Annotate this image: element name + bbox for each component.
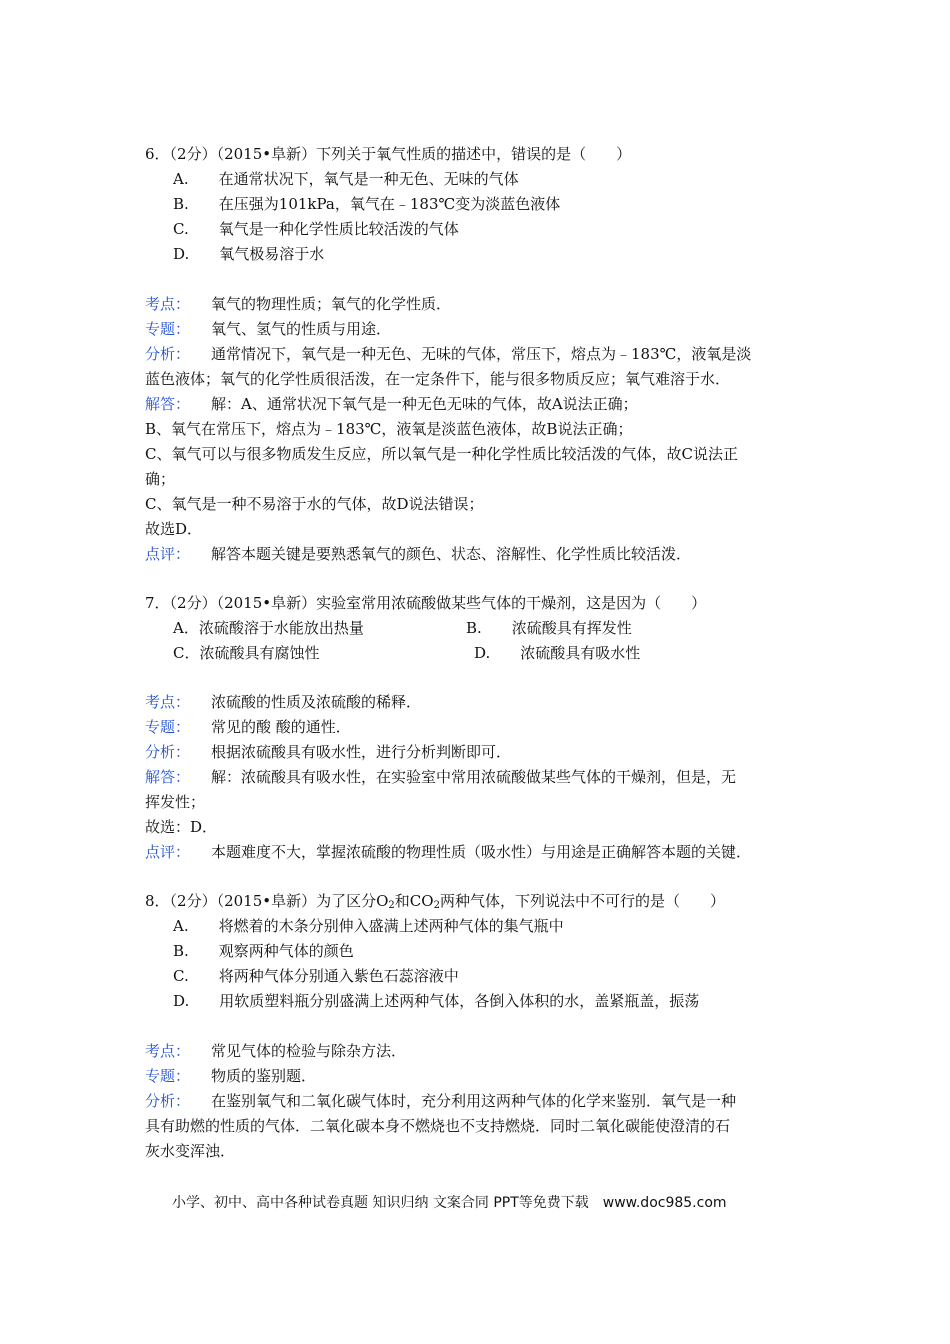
q6-jieda-line: C、氧气可以与很多物质发生反应，所以氧气是一种化学性质比较活泼的气体，故C说法正 — [145, 445, 738, 463]
kaodian-label: 考点： — [145, 693, 191, 711]
q6-option-b: B. 在压强为101kPa，氧气在﹣183℃变为淡蓝色液体 — [173, 195, 561, 213]
q7-option-b: B. 浓硫酸具有挥发性 — [466, 619, 632, 637]
q8-fenxi-line: 具有助燃的性质的气体．二氧化碳本身不燃烧也不支持燃烧．同时二氧化碳能使澄清的石 — [145, 1117, 731, 1135]
q8-fenxi-line: 灰水变浑浊． — [145, 1142, 236, 1160]
dianping-label: 点评： — [145, 843, 191, 861]
fenxi-label: 分析： — [145, 1092, 191, 1110]
kaodian-label: 考点： — [145, 295, 191, 313]
q8-option-d: D. 用软质塑料瓶分别盛满上述两种气体，各倒入体积的水，盖紧瓶盖，振荡 — [173, 992, 700, 1010]
fenxi-label: 分析： — [145, 743, 191, 761]
dianping-text: 本题难度不大，掌握浓硫酸的物理性质（吸水性）与用途是正确解答本题的关键． — [211, 843, 752, 861]
q8-stem-part: 和CO — [394, 892, 434, 910]
fenxi-text: 根据浓硫酸具有吸水性，进行分析判断即可． — [211, 743, 512, 761]
q6-jieda-line: C、氧气是一种不易溶于水的气体，故D说法错误； — [145, 495, 484, 513]
fenxi-text: 在鉴别氧气和二氧化碳气体时，充分利用这两种气体的化学来鉴别．氧气是一种 — [211, 1092, 737, 1110]
q6-fenxi-cont: 蓝色液体；氧气的化学性质很活泼，在一定条件下，能与很多物质反应；氧气难溶于水． — [145, 370, 731, 388]
q7-option-d: D. 浓硫酸具有吸水性 — [474, 644, 641, 662]
q6-zhuanti — [145, 319, 810, 341]
kaodian-label: 考点： — [145, 1042, 191, 1060]
dianping-label: 点评： — [145, 545, 191, 563]
q7-stem: 7．（2分）（2015•阜新）实验室常用浓硫酸做某些气体的干燥剂，这是因为（ ） — [145, 594, 707, 612]
zhuanti-text: 物质的鉴别题． — [211, 1067, 317, 1085]
q7-jieda — [145, 767, 810, 789]
q8-zhuanti — [145, 1066, 810, 1088]
q8-option-b: B. 观察两种气体的颜色 — [173, 942, 354, 960]
jieda-label: 解答： — [145, 395, 191, 413]
q6-option-d: D. 氧气极易溶于水 — [173, 245, 325, 263]
q6-jieda-line: B、氧气在常压下，熔点为﹣183℃，液氧是淡蓝色液体，故B说法正确； — [145, 420, 633, 438]
q8-option-a: A. 将燃着的木条分别伸入盛满上述两种气体的集气瓶中 — [173, 917, 564, 935]
q8-fenxi — [145, 1091, 810, 1113]
q8-stem-part: 两种气体，下列说法中不可行的是（ ） — [439, 892, 725, 910]
q8-kaodian — [145, 1041, 810, 1063]
q7-zhuanti — [145, 717, 810, 739]
page-footer: 小学、初中、高中各种试卷真题 知识归纳 文案合同 PPT等免费下载 www.doc985.com — [172, 1195, 727, 1211]
jieda-text: 解：浓硫酸具有吸水性，在实验室中常用浓硫酸做某些气体的干燥剂，但是，无 — [211, 768, 737, 786]
q6-jieda-line: 确； — [145, 470, 176, 488]
zhuanti-label: 专题： — [145, 320, 191, 338]
kaodian-text: 常见气体的检验与除杂方法． — [211, 1042, 407, 1060]
q6-jieda-line: 故选D． — [145, 520, 203, 538]
kaodian-text: 浓硫酸的性质及浓硫酸的稀释． — [211, 693, 422, 711]
q6-stem: 6．（2分）（2015•阜新）下列关于氧气性质的描述中，错误的是（ ） — [145, 145, 632, 163]
q6-jieda — [145, 394, 810, 416]
q7-jieda-line: 挥发性； — [145, 793, 206, 811]
q8-stem-part: 8．（2分）（2015•阜新）为了区分O — [145, 892, 389, 910]
q6-dianping — [145, 544, 810, 566]
q7-jieda-line: 故选：D． — [145, 818, 218, 836]
q6-fenxi — [145, 344, 810, 366]
q6-kaodian — [145, 294, 810, 316]
jieda-text: 解：A、通常状况下氧气是一种无色无味的气体，故A说法正确； — [211, 395, 638, 413]
fenxi-label: 分析： — [145, 345, 191, 363]
dianping-text: 解答本题关键是要熟悉氧气的颜色、状态、溶解性、化学性质比较活泼． — [211, 545, 692, 563]
zhuanti-text: 氧气、氢气的性质与用途． — [211, 320, 392, 338]
q7-dianping — [145, 842, 810, 864]
q8-option-c: C. 将两种气体分别通入紫色石蕊溶液中 — [173, 967, 459, 985]
q7-fenxi — [145, 742, 810, 764]
zhuanti-label: 专题： — [145, 1067, 191, 1085]
q7-option-a: A．浓硫酸溶于水能放出热量 — [173, 619, 364, 637]
zhuanti-text: 常见的酸 酸的通性． — [211, 718, 351, 736]
q6-option-a: A. 在通常状况下，氧气是一种无色、无味的气体 — [173, 170, 519, 188]
q8-stem-subscript: 2 — [433, 900, 440, 911]
kaodian-text: 氧气的物理性质；氧气的化学性质． — [211, 295, 452, 313]
q8-stem-subscript: 2 — [388, 900, 395, 911]
q7-option-c: C．浓硫酸具有腐蚀性 — [173, 644, 320, 662]
q6-option-c: C. 氧气是一种化学性质比较活泼的气体 — [173, 220, 459, 238]
jieda-label: 解答： — [145, 768, 191, 786]
q7-kaodian — [145, 692, 810, 714]
fenxi-text: 通常情况下，氧气是一种无色、无味的气体，常压下，熔点为﹣183℃，液氧是淡 — [211, 345, 752, 363]
zhuanti-label: 专题： — [145, 718, 191, 736]
q8-stem — [145, 891, 810, 913]
